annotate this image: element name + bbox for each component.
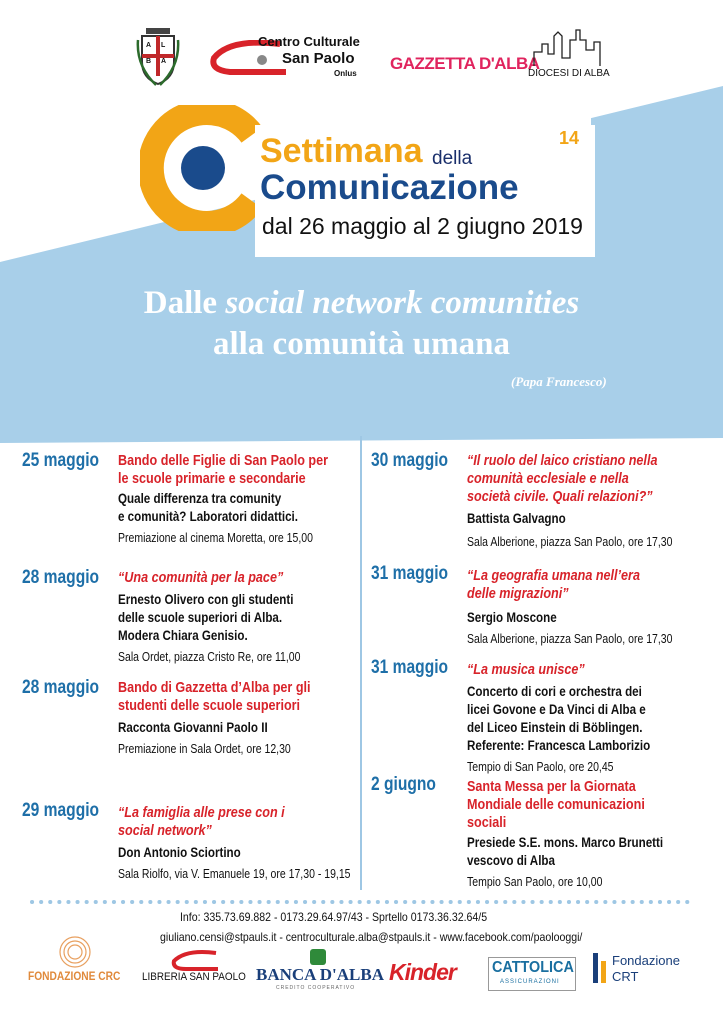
- title-comunicazione: Comunicazione: [260, 168, 519, 207]
- crc-rings-icon: [50, 935, 100, 969]
- sponsor-logos-top: [0, 22, 723, 92]
- headline-author: (Papa Francesco): [511, 374, 607, 389]
- event-body-line: Sergio Moscone: [467, 610, 557, 625]
- sponsor-logos-bottom: [0, 935, 723, 1012]
- event-body-line: Battista Galvagno: [467, 511, 566, 526]
- event-title-line: Bando di Gazzetta d’Alba per gli: [118, 679, 311, 696]
- info-phones: Info: 335.73.69.882 - 0173.29.64.97/43 - Sprtello 0173.36.32.64/5: [180, 910, 488, 924]
- event-body-line: Quale differenza tra comunity: [118, 491, 282, 506]
- event-title-line: “Il ruolo del laico cristiano nella: [467, 452, 658, 469]
- event-body-line: vescovo di Alba: [467, 853, 555, 868]
- event-title-line: studenti delle scuole superiori: [118, 697, 301, 714]
- event-title-line: Santa Messa per la Giornata: [467, 778, 636, 795]
- event-place: Premiazione al cinema Moretta, ore 15,00: [118, 531, 313, 545]
- event-body-line: Ernesto Olivero con gli studenti: [118, 592, 294, 607]
- diocesi-logo: [528, 28, 618, 84]
- event-body-line: e comunità? Laboratori didattici.: [118, 509, 298, 524]
- crt-label-1: Fondazione: [612, 953, 680, 968]
- crest-letters: [144, 40, 172, 70]
- event-place: Tempio di San Paolo, ore 20,45: [467, 760, 614, 774]
- event-body-line: Concerto di cori e orchestra dei: [467, 684, 642, 699]
- crest-letter: A: [146, 42, 152, 49]
- event-date: 31 maggio: [371, 563, 449, 584]
- gazzetta-logo: GAZZETTA D'ALBA: [390, 54, 540, 73]
- centro-culturale-logo: [210, 34, 370, 84]
- event-title-line: Mondiale delle comunicazioni: [467, 796, 645, 813]
- event-body-line: Modera Chiara Genisio.: [118, 628, 248, 643]
- event-title-line: delle migrazioni”: [467, 585, 569, 602]
- event-body-line: Racconta Giovanni Paolo II: [118, 720, 268, 735]
- event-place: Sala Ordet, piazza Cristo Re, ore 11,00: [118, 650, 301, 664]
- headline-line1: [0, 285, 723, 322]
- event-date: 29 maggio: [22, 800, 100, 821]
- centro-line1: Centro Culturale: [258, 34, 360, 49]
- event-title-line: comunità ecclesiale e nella: [467, 470, 629, 487]
- event-date: 2 giugno: [371, 774, 436, 795]
- title-della: della: [432, 148, 473, 169]
- cattolica-label: CATTOLICA: [492, 959, 574, 976]
- kinder-label: Kinder: [389, 959, 456, 985]
- event-title-line: Bando delle Figlie di San Paolo per: [118, 452, 329, 469]
- event-place: Sala Alberione, piazza San Paolo, ore 17,30: [467, 535, 673, 549]
- event-place: Sala Alberione, piazza San Paolo, ore 17,30: [467, 632, 673, 646]
- event-date: 30 maggio: [371, 450, 449, 471]
- crest-letter: B: [146, 58, 152, 65]
- diocesi-label: DIOCESI DI ALBA: [528, 68, 610, 79]
- event-body-line: del Liceo Einstein di Böblingen.: [467, 720, 643, 735]
- crest-letter: A: [161, 58, 167, 65]
- crt-bar-icon: [601, 961, 606, 983]
- headline-part: Dalle: [143, 285, 226, 321]
- event-body-line: Don Antonio Sciortino: [118, 845, 241, 860]
- event-place: Sala Riolfo, via V. Emanuele 19, ore 17,30 - 19,15: [118, 867, 351, 881]
- event-title-line: “La musica unisce”: [467, 661, 585, 678]
- centro-line2: San Paolo: [282, 50, 355, 67]
- banca-sub: CREDITO COOPERATIVO: [276, 985, 356, 991]
- event-body-line: Referente: Francesca Lamborizio: [467, 738, 651, 753]
- cattolica-sub: ASSICURAZIONI: [500, 979, 560, 985]
- event-title-line: sociali: [467, 814, 507, 831]
- banca-label: BANCA D'ALBA: [256, 965, 384, 984]
- libreria-label: LIBRERIA SAN PAOLO: [142, 971, 246, 983]
- edition-number: 14: [547, 118, 591, 158]
- crt-bar-icon: [593, 953, 598, 983]
- headline-italic: social network comunities: [225, 285, 580, 321]
- event-place: Tempio San Paolo, ore 10,00: [467, 875, 603, 889]
- centro-line3: Onlus: [334, 69, 357, 78]
- skyline-icon: [532, 28, 612, 66]
- event-date: 28 maggio: [22, 567, 100, 588]
- event-date: 31 maggio: [371, 657, 449, 678]
- event-title-line: “La geografia umana nell’era: [467, 567, 640, 584]
- libreria-swoosh-icon: [170, 949, 220, 971]
- event-title-line: “Una comunità per la pace”: [118, 569, 284, 586]
- event-body-line: delle scuole superiori di Alba.: [118, 610, 283, 625]
- event-date: 25 maggio: [22, 450, 100, 471]
- event-title-line: società civile. Quali relazioni?”: [467, 488, 653, 505]
- title-settimana: Settimana: [260, 132, 423, 170]
- crest-letter: L: [161, 42, 166, 49]
- column-divider: [360, 436, 362, 890]
- dotted-separator: [30, 898, 692, 906]
- event-place: Premiazione in Sala Ordet, ore 12,30: [118, 742, 291, 756]
- crt-label-2: CRT: [612, 969, 639, 984]
- big-c-logo-icon: [140, 105, 266, 231]
- event-title-line: social network”: [118, 822, 212, 839]
- event-title-line: le scuole primarie e secondarie: [118, 470, 306, 487]
- event-body-line: Presiede S.E. mons. Marco Brunetti: [467, 835, 664, 850]
- event-dates: dal 26 maggio al 2 giugno 2019: [262, 213, 583, 239]
- banca-mark-icon: [310, 949, 326, 965]
- event-title-line: “La famiglia alle prese con i: [118, 804, 285, 821]
- info-contacts: giuliano.censi@stpauls.it - centroculturale.alba@stpauls.it - www.facebook.com/paolooggi/: [160, 930, 583, 944]
- event-date: 28 maggio: [22, 677, 100, 698]
- headline-line2: alla comunità umana: [212, 326, 511, 362]
- crc-label: FONDAZIONE CRC: [28, 969, 121, 983]
- event-body-line: licei Govone e Da Vinci di Alba e: [467, 702, 646, 717]
